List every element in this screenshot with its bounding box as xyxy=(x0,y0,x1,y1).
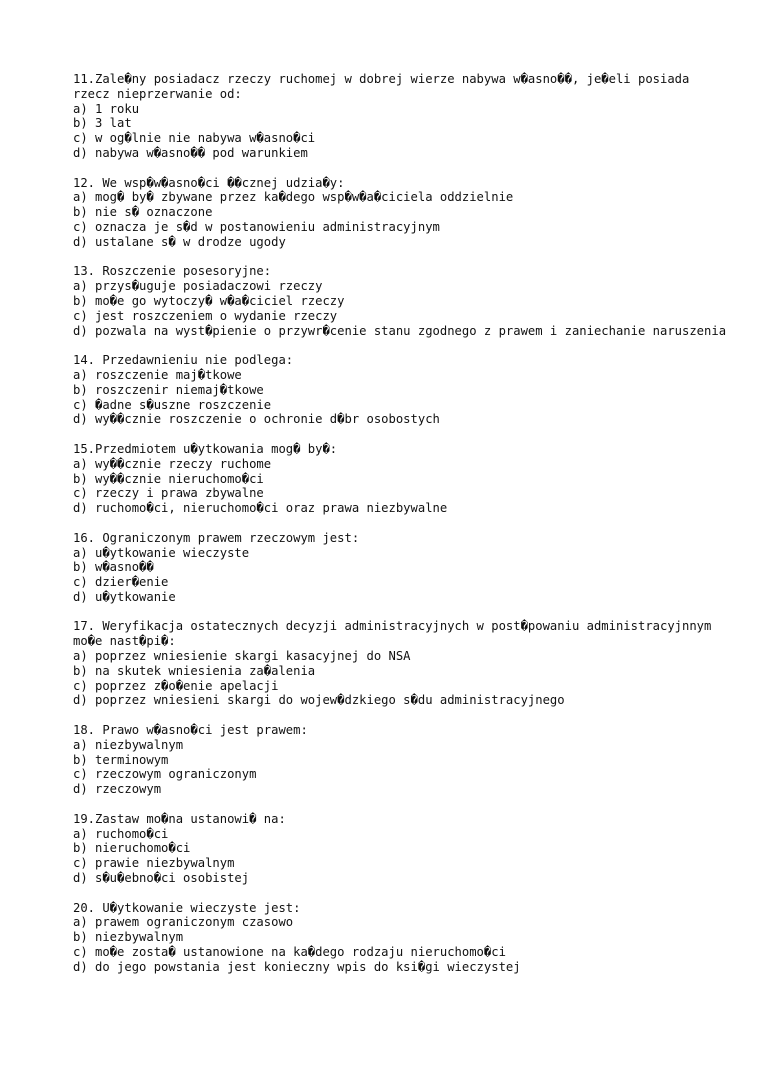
answer-list xyxy=(73,457,733,516)
answer-list xyxy=(73,738,733,797)
answer-a: a) niezbywalnym xyxy=(73,737,184,752)
answer-c: c) dzier�enie xyxy=(73,575,169,590)
answer-list xyxy=(73,649,733,708)
answer-b: b) nieruchomo�ci xyxy=(73,841,191,856)
answer-b: b) na skutek wniesienia za�alenia xyxy=(73,663,316,678)
answer-a: a) mog� by� zbywane przez ka�dego wsp�w�a�ciciela oddzielnie xyxy=(73,190,514,205)
answer-b: b) niezbywalnym xyxy=(73,930,184,945)
question-text: 19.Zastaw mo�na ustanowi� na: xyxy=(73,811,286,826)
answer-d: d) poprzez wniesieni skargi do wojew�dzkiego s�du administracyjnego xyxy=(73,693,565,708)
answer-d: d) u�ytkowanie xyxy=(73,589,176,604)
answer-b: b) terminowym xyxy=(73,752,169,767)
answer-list xyxy=(73,827,733,886)
answer-list xyxy=(73,915,733,974)
answer-list xyxy=(73,546,733,605)
answer-b: b) roszczenir niemaj�tkowe xyxy=(73,382,264,397)
question-17 xyxy=(73,619,733,708)
question-14 xyxy=(73,353,733,427)
answer-b: b) 3 lat xyxy=(73,116,132,131)
question-15 xyxy=(73,442,733,516)
question-20 xyxy=(73,901,733,975)
answer-b: b) w�asno�� xyxy=(73,560,154,575)
question-13 xyxy=(73,264,733,338)
question-text: 20. U�ytkowanie wieczyste jest: xyxy=(73,900,301,915)
answer-b: b) nie s� oznaczone xyxy=(73,205,213,220)
answer-list xyxy=(73,368,733,427)
question-text: 15.Przedmiotem u�ytkowania mog� by�: xyxy=(73,441,338,456)
question-text: 16. Ograniczonym prawem rzeczowym jest: xyxy=(73,530,360,545)
answer-a: a) wy��cznie rzeczy ruchome xyxy=(73,456,272,471)
answer-b: b) wy��cznie nieruchomo�ci xyxy=(73,471,264,486)
answer-c: c) oznacza je s�d w postanowieniu administracyjnym xyxy=(73,219,440,234)
answer-c: c) �adne s�uszne roszczenie xyxy=(73,397,272,412)
answer-list xyxy=(73,102,733,161)
answer-c: c) w og�lnie nie nabywa w�asno�ci xyxy=(73,131,316,146)
question-text: 18. Prawo w�asno�ci jest prawem: xyxy=(73,723,308,738)
answer-d: d) do jego powstania jest konieczny wpis do ksi�gi wieczystej xyxy=(73,959,521,974)
answer-a: a) ruchomo�ci xyxy=(73,826,169,841)
answer-d: d) ustalane s� w drodze ugody xyxy=(73,234,286,249)
document-page xyxy=(73,72,733,989)
question-text: 13. Roszczenie posesoryjne: xyxy=(73,264,272,279)
question-text: 11.Zale�ny posiadacz rzeczy ruchomej w dobrej wierze nabywa w�asno��, je�eli posiada rzecz nieprzerwanie od: xyxy=(73,72,697,101)
answer-c: c) rzeczy i prawa zbywalne xyxy=(73,486,264,501)
question-11 xyxy=(73,72,733,161)
answer-list xyxy=(73,279,733,338)
answer-c: c) rzeczowym ograniczonym xyxy=(73,767,257,782)
answer-a: a) prawem ograniczonym czasowo xyxy=(73,915,294,930)
answer-list xyxy=(73,190,733,249)
question-16 xyxy=(73,531,733,605)
answer-a: a) roszczenie maj�tkowe xyxy=(73,367,242,382)
question-text: 17. Weryfikacja ostatecznych decyzji administracyjnych w post�powaniu administracyjnnym mo�e nast�pi�: xyxy=(73,619,719,649)
answer-b: b) mo�e go wytoczy� w�a�ciciel rzeczy xyxy=(73,293,345,308)
answer-c: c) prawie niezbywalnym xyxy=(73,856,235,871)
answer-a: a) poprzez wniesienie skargi kasacyjnej do NSA xyxy=(73,649,411,664)
question-text: 14. Przedawnieniu nie podlega: xyxy=(73,353,294,368)
answer-c: c) poprzez z�o�enie apelacji xyxy=(73,678,279,693)
answer-c: c) jest roszczeniem o wydanie rzeczy xyxy=(73,308,338,323)
answer-d: d) s�u�ebno�ci osobistej xyxy=(73,871,250,886)
answer-d: d) rzeczowym xyxy=(73,782,162,797)
answer-d: d) nabywa w�asno�� pod warunkiem xyxy=(73,145,308,160)
answer-d: d) ruchomo�ci, nieruchomo�ci oraz prawa niezbywalne xyxy=(73,501,448,516)
question-19 xyxy=(73,812,733,886)
question-12 xyxy=(73,176,733,250)
answer-a: a) u�ytkowanie wieczyste xyxy=(73,545,250,560)
answer-a: a) 1 roku xyxy=(73,101,140,116)
question-text: 12. We wsp�w�asno�ci ��cznej udzia�y: xyxy=(73,175,345,190)
answer-d: d) wy��cznie roszczenie o ochronie d�br osobostych xyxy=(73,412,440,427)
answer-c: c) mo�e zosta� ustanowione na ka�dego rodzaju nieruchomo�ci xyxy=(73,945,506,960)
answer-d: d) pozwala na wyst�pienie o przywr�cenie stanu zgodnego z prawem i zaniechanie naruszenia xyxy=(73,323,727,338)
answer-a: a) przys�uguje posiadaczowi rzeczy xyxy=(73,279,323,294)
question-18 xyxy=(73,723,733,797)
